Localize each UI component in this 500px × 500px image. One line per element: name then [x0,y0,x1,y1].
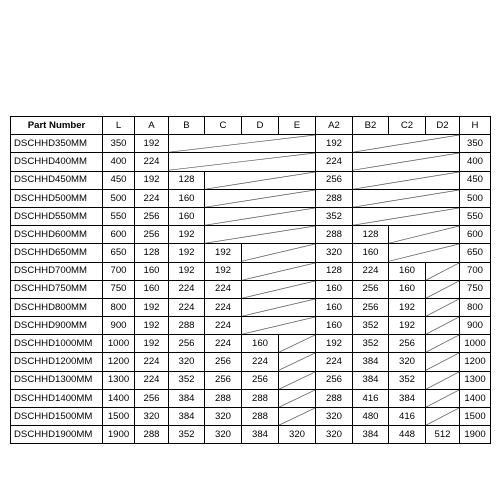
empty-cell-range [242,280,316,298]
cell-h: 1200 [460,353,491,371]
cell-h: 800 [460,298,491,316]
cell-b2: 160 [353,244,389,262]
diagonal-slash [389,244,459,261]
part-number-cell: DSCHHD600MM [11,226,103,244]
cell-a: 256 [135,207,169,225]
empty-cell-range [205,171,316,189]
column-header-part-number: Part Number [11,117,103,135]
empty-cell-range [426,353,460,371]
table-row [11,317,491,335]
diagonal-slash [426,299,459,316]
empty-cell-range [205,207,316,225]
cell-a: 192 [135,298,169,316]
cell-b: 192 [169,262,205,280]
cell-e: 320 [279,426,316,444]
diagonal-slash [169,153,315,170]
cell-b: 320 [169,353,205,371]
diagonal-slash [426,408,459,425]
empty-cell-range [426,371,460,389]
cell-d: 256 [242,371,279,389]
cell-c2: 352 [389,371,426,389]
part-number-cell: DSCHHD650MM [11,244,103,262]
cell-c: 224 [205,298,242,316]
header-row [11,117,491,135]
cell-b: 384 [169,408,205,426]
table-row [11,171,491,189]
cell-l: 600 [103,226,135,244]
cell-a2: 288 [316,189,353,207]
diagonal-slash [242,281,315,298]
cell-b2: 384 [353,426,389,444]
cell-b2: 352 [353,317,389,335]
column-header-d2: D2 [426,117,460,135]
empty-cell-range [426,389,460,407]
cell-d: 224 [242,353,279,371]
cell-b: 192 [169,244,205,262]
cell-c: 256 [205,371,242,389]
table-row [11,244,491,262]
cell-a2: 320 [316,244,353,262]
empty-cell-range [426,408,460,426]
cell-h: 550 [460,207,491,225]
cell-h: 1400 [460,389,491,407]
cell-c: 192 [205,262,242,280]
cell-a2: 160 [316,317,353,335]
cell-c2: 448 [389,426,426,444]
empty-cell-range [426,280,460,298]
cell-a2: 160 [316,298,353,316]
table-row [11,371,491,389]
cell-a: 256 [135,389,169,407]
column-header-b: B [169,117,205,135]
cell-a2: 224 [316,153,353,171]
cell-a2: 320 [316,408,353,426]
cell-a: 320 [135,408,169,426]
cell-l: 700 [103,262,135,280]
diagonal-slash [426,335,459,352]
cell-b: 352 [169,426,205,444]
cell-b2: 416 [353,389,389,407]
cell-h: 1900 [460,426,491,444]
table-row [11,389,491,407]
empty-cell-range [242,262,316,280]
empty-cell-range [169,135,316,153]
cell-b: 128 [169,171,205,189]
cell-l: 800 [103,298,135,316]
cell-c: 224 [205,317,242,335]
cell-b: 256 [169,335,205,353]
diagonal-slash [242,244,315,261]
part-number-cell: DSCHHD450MM [11,171,103,189]
empty-cell-range [242,244,316,262]
table-row [11,226,491,244]
part-number-cell: DSCHHD400MM [11,153,103,171]
cell-c: 320 [205,426,242,444]
column-header-c: C [205,117,242,135]
column-header-e: E [279,117,316,135]
cell-d: 288 [242,408,279,426]
cell-a: 224 [135,189,169,207]
cell-a2: 288 [316,226,353,244]
part-number-cell: DSCHHD1000MM [11,335,103,353]
dimension-table [10,116,491,444]
cell-l: 500 [103,189,135,207]
cell-b2: 352 [353,335,389,353]
empty-cell-range [426,262,460,280]
diagonal-slash [353,153,459,170]
cell-l: 1900 [103,426,135,444]
part-number-cell: DSCHHD750MM [11,280,103,298]
cell-d: 160 [242,335,279,353]
diagonal-slash [426,281,459,298]
table-row [11,153,491,171]
part-number-cell: DSCHHD1900MM [11,426,103,444]
cell-a: 288 [135,426,169,444]
diagonal-slash [242,263,315,280]
empty-cell-range [279,353,316,371]
diagonal-slash [389,226,459,243]
cell-d: 384 [242,426,279,444]
diagonal-slash [242,317,315,334]
cell-a2: 224 [316,353,353,371]
cell-l: 900 [103,317,135,335]
column-header-l: L [103,117,135,135]
cell-d: 288 [242,389,279,407]
empty-cell-range [389,226,460,244]
part-number-cell: DSCHHD1200MM [11,353,103,371]
table-row [11,207,491,225]
cell-a2: 288 [316,389,353,407]
cell-a: 160 [135,280,169,298]
empty-cell-range [242,317,316,335]
diagonal-slash [426,372,459,389]
cell-c2: 160 [389,280,426,298]
cell-c2: 192 [389,317,426,335]
part-number-cell: DSCHHD1300MM [11,371,103,389]
cell-b2: 224 [353,262,389,280]
cell-c: 192 [205,244,242,262]
diagonal-slash [426,390,459,407]
empty-cell-range [426,317,460,335]
cell-b: 192 [169,226,205,244]
table-row [11,335,491,353]
table-row [11,298,491,316]
cell-c: 224 [205,280,242,298]
cell-l: 750 [103,280,135,298]
cell-b: 224 [169,280,205,298]
part-number-cell: DSCHHD900MM [11,317,103,335]
empty-cell-range [279,408,316,426]
cell-b2: 480 [353,408,389,426]
cell-l: 650 [103,244,135,262]
cell-b: 160 [169,207,205,225]
table-row [11,353,491,371]
cell-a2: 192 [316,135,353,153]
cell-h: 700 [460,262,491,280]
empty-cell-range [426,298,460,316]
part-number-cell: DSCHHD700MM [11,262,103,280]
diagonal-slash [353,208,459,225]
cell-l: 350 [103,135,135,153]
cell-b2: 256 [353,280,389,298]
cell-h: 1000 [460,335,491,353]
cell-b2: 256 [353,298,389,316]
cell-h: 650 [460,244,491,262]
cell-l: 1000 [103,335,135,353]
table-body [11,135,491,444]
diagonal-slash [169,135,315,152]
cell-b: 288 [169,317,205,335]
empty-cell-range [242,298,316,316]
table-row [11,408,491,426]
table-row [11,280,491,298]
diagonal-slash [279,372,315,389]
cell-h: 1500 [460,408,491,426]
empty-cell-range [353,153,460,171]
cell-a: 224 [135,371,169,389]
cell-a2: 320 [316,426,353,444]
cell-a: 224 [135,353,169,371]
cell-a: 192 [135,171,169,189]
cell-l: 1200 [103,353,135,371]
empty-cell-range [205,189,316,207]
part-number-cell: DSCHHD1500MM [11,408,103,426]
cell-b2: 128 [353,226,389,244]
part-number-cell: DSCHHD1400MM [11,389,103,407]
column-header-a: A [135,117,169,135]
table-row [11,189,491,207]
cell-h: 400 [460,153,491,171]
cell-b2: 384 [353,353,389,371]
empty-cell-range [353,171,460,189]
cell-c: 256 [205,353,242,371]
cell-b2: 384 [353,371,389,389]
cell-h: 900 [460,317,491,335]
cell-a2: 352 [316,207,353,225]
cell-a2: 160 [316,280,353,298]
cell-l: 400 [103,153,135,171]
cell-h: 750 [460,280,491,298]
cell-a2: 256 [316,171,353,189]
cell-b: 384 [169,389,205,407]
cell-l: 550 [103,207,135,225]
diagonal-slash [279,408,315,425]
empty-cell-range [353,135,460,153]
empty-cell-range [205,226,316,244]
table-row [11,262,491,280]
cell-h: 350 [460,135,491,153]
cell-h: 450 [460,171,491,189]
part-number-cell: DSCHHD550MM [11,207,103,225]
cell-a2: 192 [316,335,353,353]
cell-a: 128 [135,244,169,262]
cell-c2: 384 [389,389,426,407]
column-header-a2: A2 [316,117,353,135]
empty-cell-range [279,335,316,353]
diagonal-slash [426,353,459,370]
diagonal-slash [205,190,315,207]
cell-a2: 128 [316,262,353,280]
diagonal-slash [279,335,315,352]
cell-h: 600 [460,226,491,244]
part-number-cell: DSCHHD350MM [11,135,103,153]
diagonal-slash [205,226,315,243]
part-number-cell: DSCHHD800MM [11,298,103,316]
cell-c2: 160 [389,262,426,280]
diagonal-slash [353,172,459,189]
cell-l: 450 [103,171,135,189]
empty-cell-range [353,207,460,225]
diagonal-slash [242,299,315,316]
empty-cell-range [169,153,316,171]
part-number-cell: DSCHHD500MM [11,189,103,207]
cell-l: 1300 [103,371,135,389]
cell-a: 160 [135,262,169,280]
table-row [11,135,491,153]
table-row [11,426,491,444]
cell-a: 224 [135,153,169,171]
cell-d2: 512 [426,426,460,444]
column-header-h: H [460,117,491,135]
diagonal-slash [279,390,315,407]
empty-cell-range [279,389,316,407]
column-header-c2: C2 [389,117,426,135]
diagonal-slash [353,135,459,152]
diagonal-slash [279,353,315,370]
cell-a2: 256 [316,371,353,389]
cell-b: 352 [169,371,205,389]
cell-c: 224 [205,335,242,353]
diagonal-slash [353,190,459,207]
column-header-b2: B2 [353,117,389,135]
cell-a: 192 [135,317,169,335]
cell-h: 500 [460,189,491,207]
empty-cell-range [426,335,460,353]
cell-b: 160 [169,189,205,207]
diagonal-slash [205,172,315,189]
empty-cell-range [279,371,316,389]
cell-c: 288 [205,389,242,407]
cell-c2: 416 [389,408,426,426]
empty-cell-range [353,189,460,207]
column-header-d: D [242,117,279,135]
cell-c2: 192 [389,298,426,316]
table-header [11,117,491,135]
cell-c2: 256 [389,335,426,353]
cell-a: 192 [135,335,169,353]
cell-l: 1500 [103,408,135,426]
cell-b: 224 [169,298,205,316]
diagonal-slash [205,208,315,225]
cell-h: 1300 [460,371,491,389]
cell-c: 320 [205,408,242,426]
cell-a: 192 [135,135,169,153]
cell-c2: 320 [389,353,426,371]
cell-a: 256 [135,226,169,244]
diagonal-slash [426,263,459,280]
empty-cell-range [389,244,460,262]
diagonal-slash [426,317,459,334]
cell-l: 1400 [103,389,135,407]
